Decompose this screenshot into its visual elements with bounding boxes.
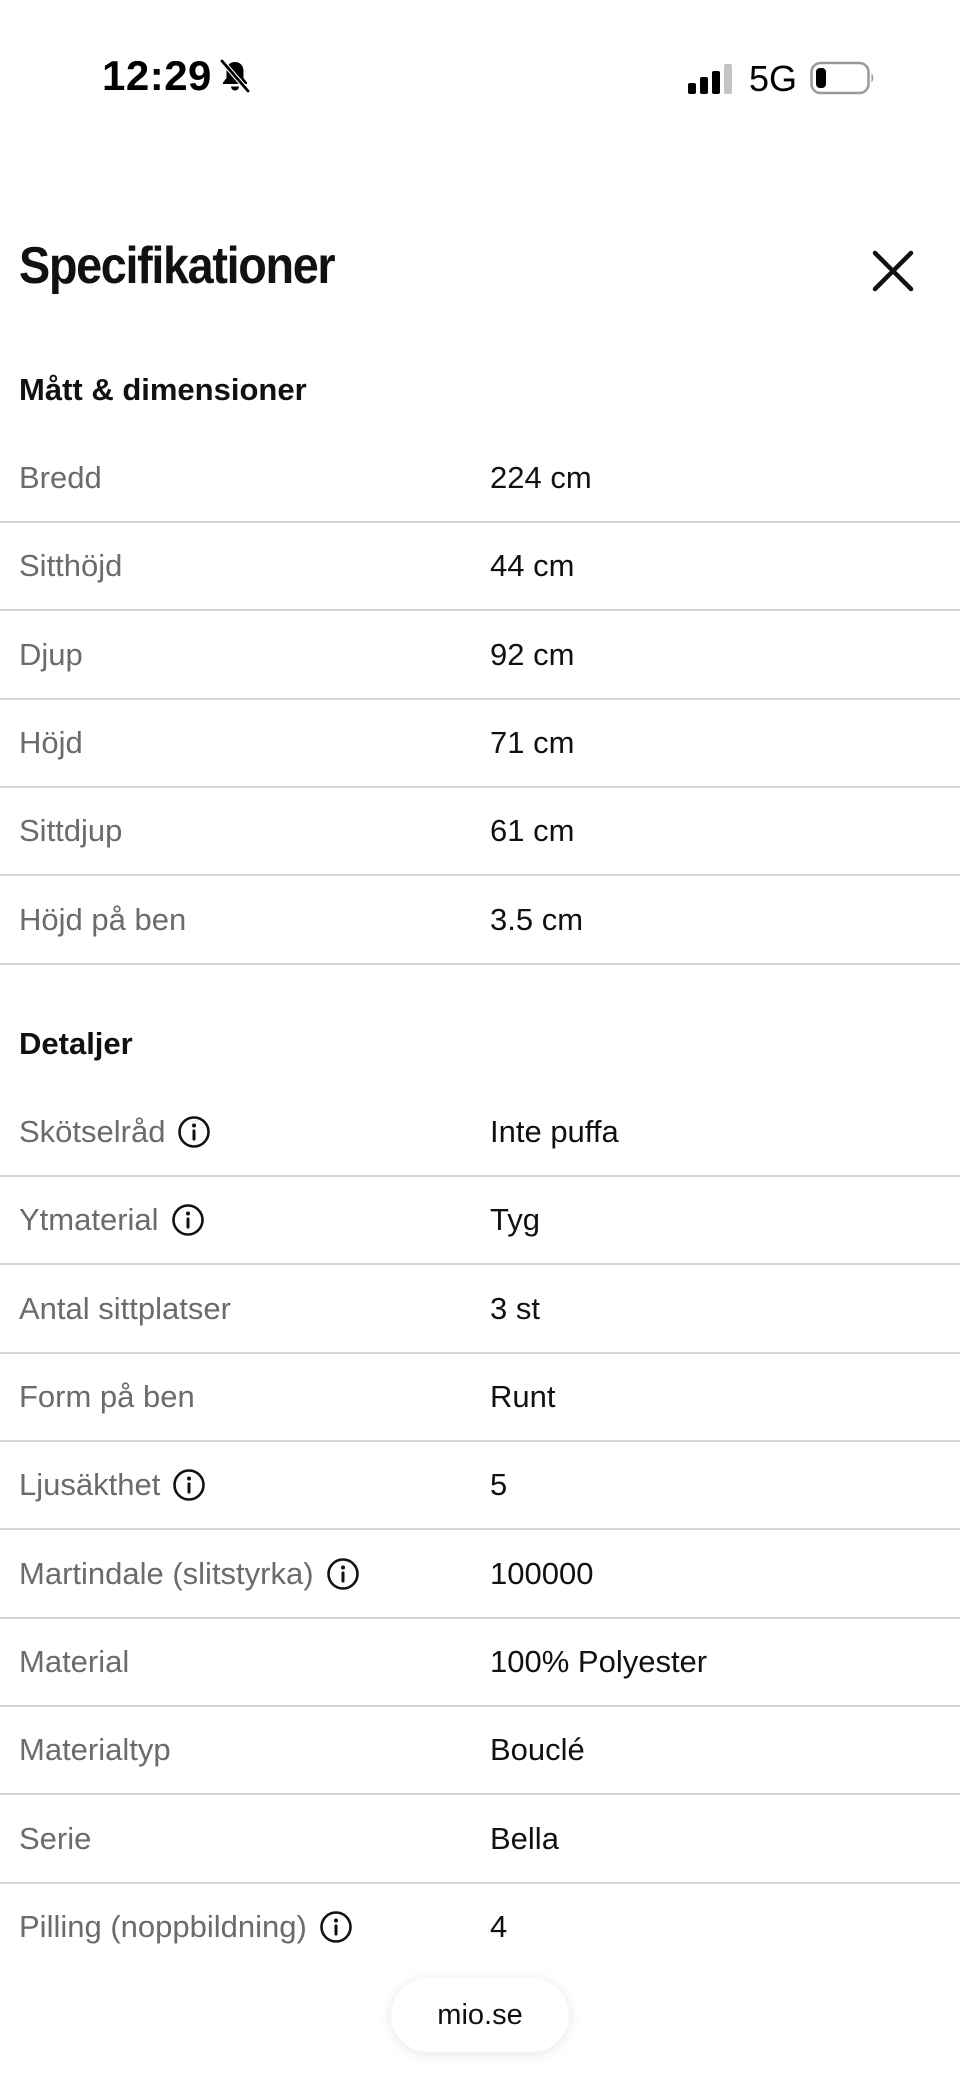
- spec-label: Form på ben: [19, 1379, 195, 1414]
- section-heading-details: Detaljer: [19, 1026, 133, 1061]
- browser-url-pill[interactable]: mio.se: [391, 1978, 569, 2052]
- status-time: 12:29: [102, 52, 212, 99]
- spec-row-hojd-pa-ben: [0, 877, 960, 965]
- spec-value: 61 cm: [490, 813, 575, 848]
- signal-bars-icon: [688, 64, 736, 94]
- spec-label: Höjd på ben: [19, 902, 187, 937]
- spec-label: [19, 1442, 206, 1528]
- spec-value: 3.5 cm: [490, 902, 584, 937]
- spec-value: 100% Polyester: [490, 1644, 708, 1679]
- spec-value: Bella: [490, 1821, 559, 1856]
- spec-label: [19, 1177, 205, 1263]
- info-icon[interactable]: [177, 1115, 211, 1149]
- info-icon[interactable]: [171, 1203, 205, 1237]
- spec-row-skotselrad: [0, 1089, 960, 1177]
- spec-value: Bouclé: [490, 1732, 585, 1767]
- spec-label: Höjd: [19, 725, 83, 760]
- spec-value: 92 cm: [490, 637, 575, 672]
- spec-label-text: Martindale (slitstyrka): [19, 1556, 314, 1591]
- spec-label: Sittdjup: [19, 813, 123, 848]
- spec-row-ljusakthet: [0, 1442, 960, 1530]
- spec-value: Tyg: [490, 1202, 540, 1237]
- spec-row-sitthojd: [0, 523, 960, 611]
- spec-row-pilling: [0, 1884, 960, 1972]
- spec-value: 5: [490, 1467, 508, 1502]
- spec-row-bredd: [0, 435, 960, 523]
- spec-value: 100000: [490, 1556, 594, 1591]
- spec-label-text: Ljusäkthet: [19, 1467, 161, 1502]
- bell-slash-icon: [218, 58, 252, 94]
- spec-value: 3 st: [490, 1291, 540, 1326]
- info-icon[interactable]: [172, 1468, 206, 1502]
- spec-row-materialtyp: [0, 1707, 960, 1795]
- spec-label-text: Skötselråd: [19, 1114, 166, 1149]
- spec-value: 4: [490, 1909, 508, 1944]
- spec-label: Antal sittplatser: [19, 1291, 231, 1326]
- spec-row-sittdjup: [0, 788, 960, 876]
- battery-icon: [810, 60, 876, 96]
- info-icon[interactable]: [319, 1910, 353, 1944]
- spec-label: [19, 1531, 360, 1617]
- spec-label-text: Pilling (noppbildning): [19, 1909, 307, 1944]
- spec-value: 224 cm: [490, 460, 592, 495]
- spec-row-djup: [0, 612, 960, 700]
- spec-label: [19, 1884, 353, 1970]
- spec-label: Serie: [19, 1821, 92, 1856]
- spec-row-ytmaterial: [0, 1177, 960, 1265]
- spec-row-martindale: [0, 1531, 960, 1619]
- spec-row-material: [0, 1619, 960, 1707]
- spec-row-antal-sittplatser: [0, 1266, 960, 1354]
- page-title: Specifikationer: [19, 237, 335, 295]
- spec-value: 71 cm: [490, 725, 575, 760]
- close-icon[interactable]: [868, 246, 918, 296]
- spec-label: Materialtyp: [19, 1732, 171, 1767]
- spec-label: [19, 1089, 211, 1175]
- info-icon[interactable]: [326, 1557, 360, 1591]
- spec-label-text: Ytmaterial: [19, 1202, 159, 1237]
- spec-row-hojd: [0, 700, 960, 788]
- spec-label: Bredd: [19, 460, 102, 495]
- network-type: 5G: [749, 58, 798, 99]
- spec-value: Runt: [490, 1379, 556, 1414]
- status-bar: [0, 0, 960, 160]
- spec-label: Sitthöjd: [19, 548, 123, 583]
- spec-value: 44 cm: [490, 548, 575, 583]
- spec-label: Material: [19, 1644, 130, 1679]
- spec-row-form-pa-ben: [0, 1354, 960, 1442]
- spec-row-serie: [0, 1796, 960, 1884]
- section-heading-dimensions: Mått & dimensioner: [19, 372, 307, 407]
- spec-value: Inte puffa: [490, 1114, 619, 1149]
- spec-label: Djup: [19, 637, 83, 672]
